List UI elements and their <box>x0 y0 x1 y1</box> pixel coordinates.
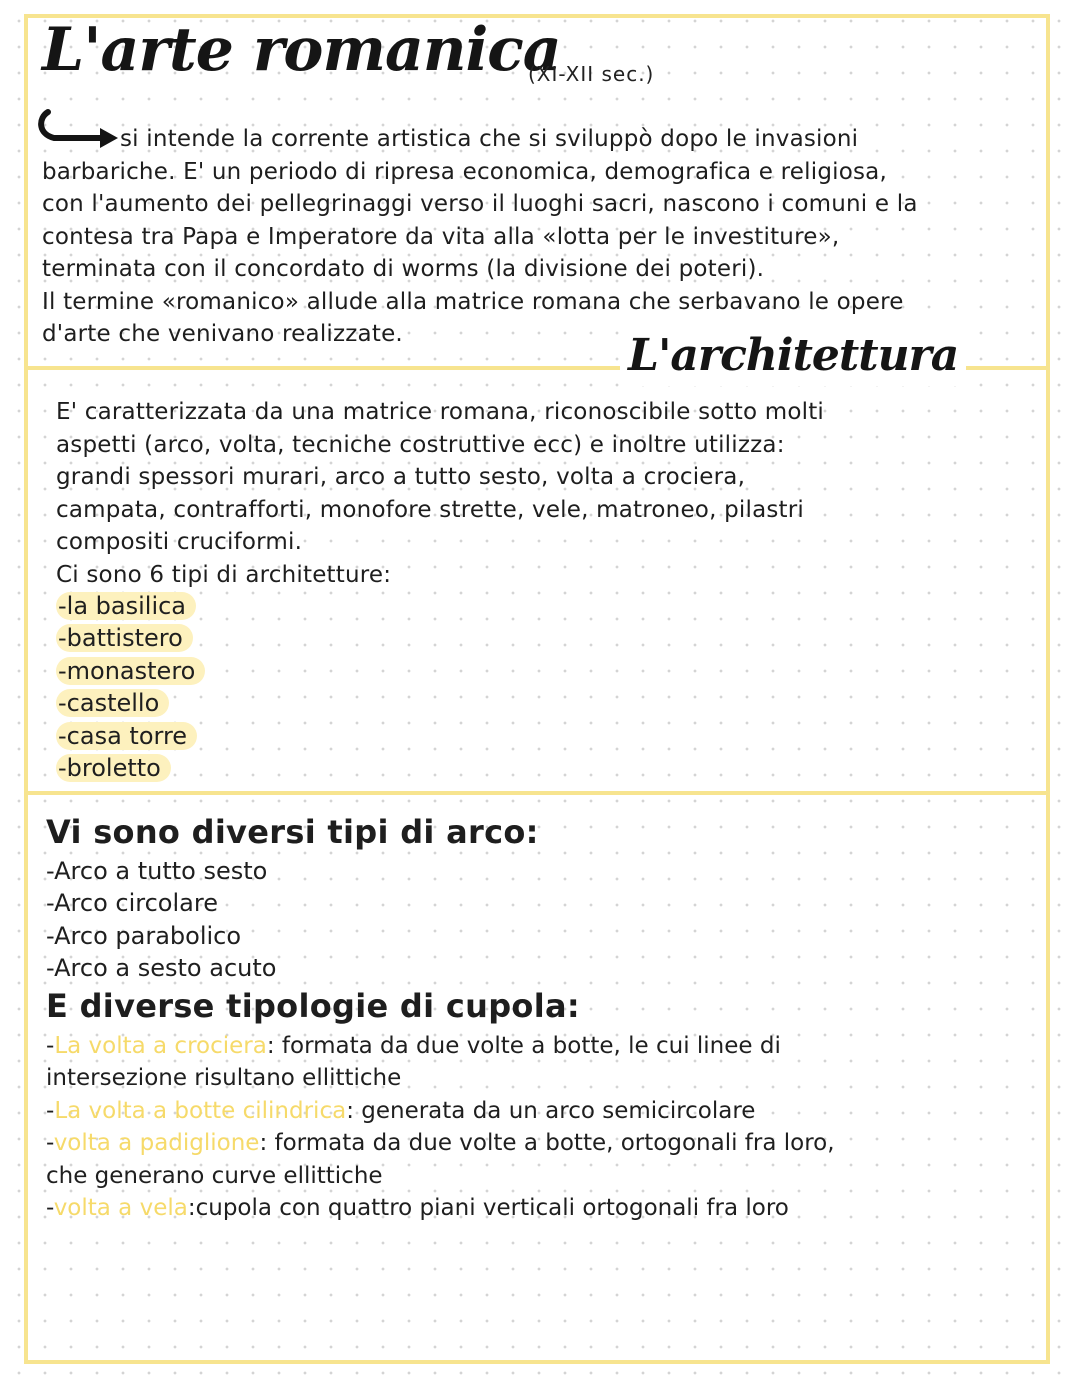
list-item-label: -battistero <box>56 624 193 652</box>
domes-list <box>46 1030 835 1224</box>
arcs-heading: Vi sono diversi tipi di arco: <box>46 813 539 851</box>
page-title: L'arte romanica <box>42 15 561 85</box>
list-item: -Arco circolare <box>46 889 218 918</box>
vault-term: volta a vela <box>53 1194 188 1221</box>
list-item: -Arco a tutto sesto <box>46 857 268 885</box>
list-item <box>56 687 205 719</box>
list-item-label: -broletto <box>56 754 171 782</box>
intro-line: terminata con il concordato di worms (la divisione dei poteri). <box>42 256 765 282</box>
list-item <box>56 590 205 622</box>
architettura-line: campata, contrafforti, monofore strette, vele, matroneo, pilastri <box>56 496 805 523</box>
intro-line: contesa tra Papa e Imperatore da vita alla «lotta per le investiture», <box>42 223 840 250</box>
intro-line: si intende la corrente artistica che si sviluppò dopo le invasioni <box>120 126 859 152</box>
vault-desc: : formata da due volte a botte, ortogonali fra loro, <box>259 1130 835 1157</box>
list-item <box>56 752 205 784</box>
intro-line: con l'aumento dei pellegrinaggi verso il luoghi sacri, nascono i comuni e la <box>42 191 918 217</box>
divider-middle <box>24 791 1050 795</box>
list-item-label: -la basilica <box>56 592 196 620</box>
domes-heading: E diverse tipologie di cupola: <box>46 987 580 1025</box>
architettura-line: E' caratterizzata da una matrice romana, riconoscibile sotto molti <box>56 399 825 425</box>
list-item: -Arco a sesto acuto <box>46 954 277 983</box>
list-item: -volta a vela:cupola con quattro piani verticali ortogonali fra loro <box>46 1194 789 1221</box>
intro-line: Il termine «romanico» allude alla matrice romana che serbavano le opere <box>42 288 904 315</box>
intro-text <box>42 123 918 351</box>
list-item-label: -casa torre <box>56 722 197 750</box>
vault-term: La volta a crociera <box>54 1033 267 1059</box>
list-item-continuation: intersezione risultano ellittiche <box>46 1065 402 1092</box>
intro-line: d'arte che venivano realizzate. <box>42 321 403 347</box>
vault-desc: : generata da un arco semicircolare <box>346 1097 756 1124</box>
list-item: -Arco parabolico <box>46 921 242 950</box>
vault-desc: :cupola con quattro piani verticali ortogonali fra loro <box>187 1194 789 1221</box>
architettura-text <box>56 396 824 591</box>
list-item: -La volta a crociera: formata da due volte a botte, le cui linee di <box>46 1033 781 1059</box>
section-title-architettura: L'architettura <box>620 326 966 386</box>
list-item <box>56 655 205 687</box>
vault-term: volta a padiglione <box>53 1130 260 1157</box>
list-item-label: -monastero <box>56 657 205 685</box>
architettura-line: compositi cruciformi. <box>56 529 303 555</box>
arcs-list <box>46 855 276 985</box>
architettura-line: grandi spessori murari, arco a tutto sesto, volta a crociera, <box>56 464 746 490</box>
list-item: -volta a padiglione: formata da due volte a botte, ortogonali fra loro, <box>46 1130 835 1157</box>
architecture-types-list <box>56 590 205 784</box>
page-subtitle: (XI-XII sec.) <box>528 62 655 86</box>
architettura-line: aspetti (arco, volta, tecniche costruttive ecc) e inoltre utilizza: <box>56 431 785 458</box>
intro-line: barbariche. E' un periodo di ripresa economica, demografica e religiosa, <box>42 158 887 185</box>
list-item <box>56 720 205 752</box>
architettura-line: Ci sono 6 tipi di architetture: <box>56 561 392 588</box>
vault-term: La volta a botte cilindrica <box>54 1097 347 1124</box>
vault-desc: : formata da due volte a botte, le cui linee di <box>266 1033 781 1059</box>
list-item <box>56 622 205 654</box>
list-item-continuation: che generano curve ellittiche <box>46 1162 383 1189</box>
list-item: -La volta a botte cilindrica: generata da un arco semicircolare <box>46 1097 756 1124</box>
list-item-label: -castello <box>56 689 169 717</box>
